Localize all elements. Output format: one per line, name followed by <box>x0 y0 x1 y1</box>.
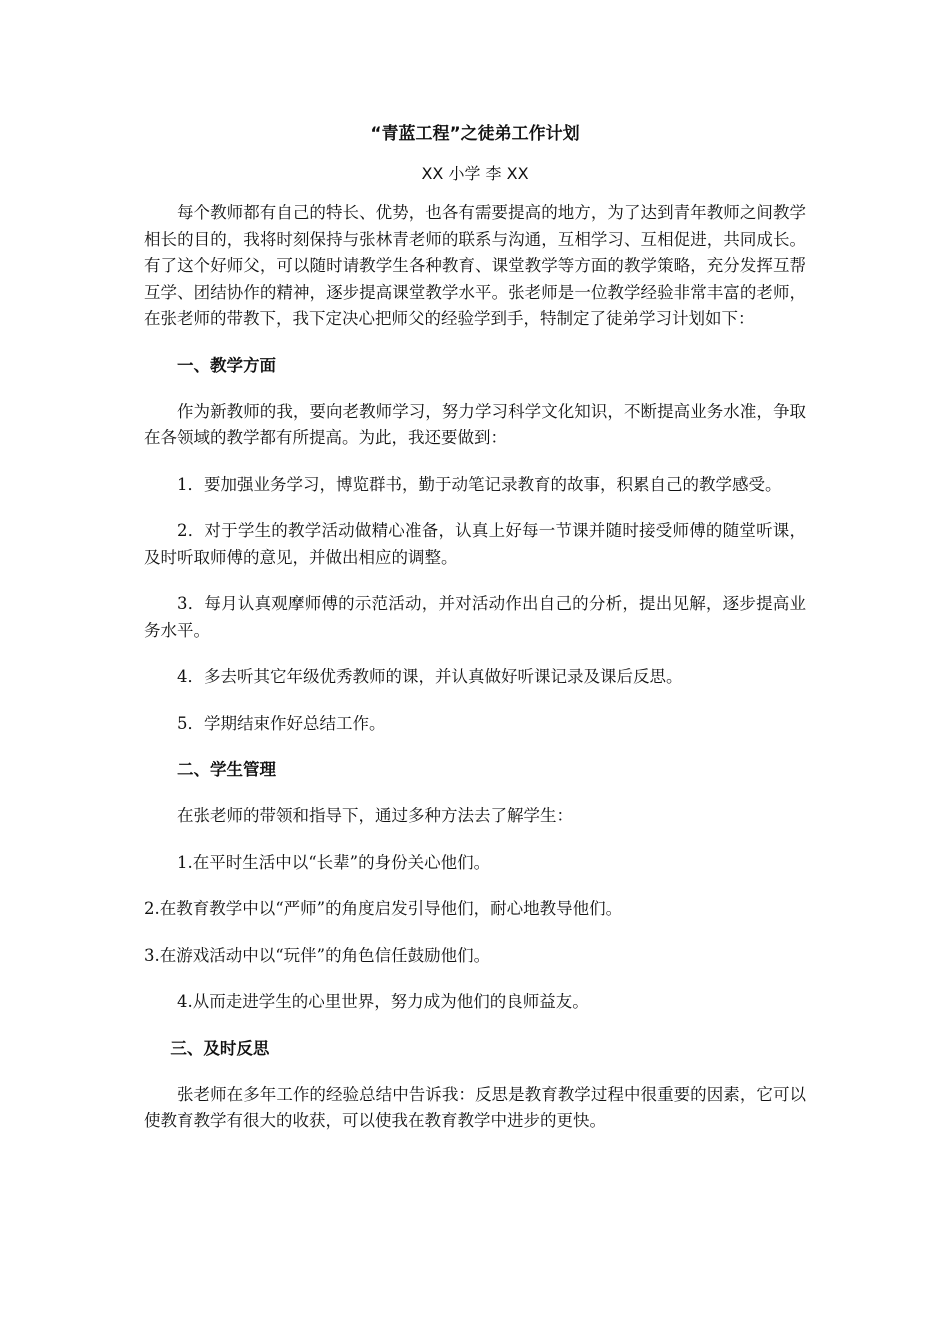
section1-item-5: 5．学期结束作好总结工作。 <box>177 713 386 733</box>
document-title: “青蓝工程”之徒弟工作计划 <box>370 124 580 144</box>
section3-heading: 三、及时反思 <box>170 1038 270 1058</box>
section1-intro: 作为新教师的我，要向老教师学习，努力学习科学文化知识，不断提高业务水准，争取在各领域的教学都有所提高。为此，我还要做到： <box>144 401 806 447</box>
section2-intro: 在张老师的带领和指导下，通过多种方法去了解学生： <box>177 806 573 825</box>
section1-item-1: 1．要加强业务学习，博览群书，勤于动笔记录教育的故事，积累自己的教学感受。 <box>177 474 782 494</box>
section2-heading: 二、学生管理 <box>177 760 276 779</box>
section1-heading: 一、教学方面 <box>177 355 276 375</box>
intro-paragraph: 每个教师都有自己的特长、优势，也各有需要提高的地方，为了达到青年教师之间教学相长的目的，我将时刻保持与张林青老师的联系与沟通，互相学习、互相促进，共同成长。有了这个好师父，可以随时请教学生各种教育、课堂教学等方面的教学策略，充分发挥互帮互学、团结协作的精神，逐步提高课堂教学水平。张老师是一位教学经验非常丰富的老师，在张老师的带教下，我下定决心把师父的经验学到手，特制定了徒弟学习计划如下： <box>144 203 806 328</box>
document-author: XX 小学 李 XX <box>421 164 529 183</box>
section2-item-4: 4.从而走进学生的心里世界，努力成为他们的良师益友。 <box>177 992 589 1011</box>
section1-item-2: 2．对于学生的教学活动做精心准备，认真上好每一节课并随时接受师傅的随堂听课，及时听取师傅的意见，并做出相应的调整。 <box>144 521 806 567</box>
section2-item-2: 2.在教育教学中以“严师”的角度启发引导他们，耐心地教导他们。 <box>144 899 623 918</box>
section1-item-4: 4．多去听其它年级优秀教师的课，并认真做好听课记录及课后反思。 <box>177 667 683 686</box>
section1-item-3: 3．每月认真观摩师傅的示范活动，并对活动作出自己的分析，提出见解，逐步提高业务水平。 <box>144 594 806 640</box>
document-body <box>144 120 806 1155</box>
section2-item-3: 3.在游戏活动中以“玩伴”的角色信任鼓励他们。 <box>144 945 491 965</box>
section2-item-1: 1.在平时生活中以“长辈”的身份关心他们。 <box>177 852 491 872</box>
section3-intro: 张老师在多年工作的经验总结中告诉我：反思是教育教学过程中很重要的因素，它可以使教育教学有很大的收获，可以使我在教育教学中进步的更快。 <box>144 1084 806 1130</box>
